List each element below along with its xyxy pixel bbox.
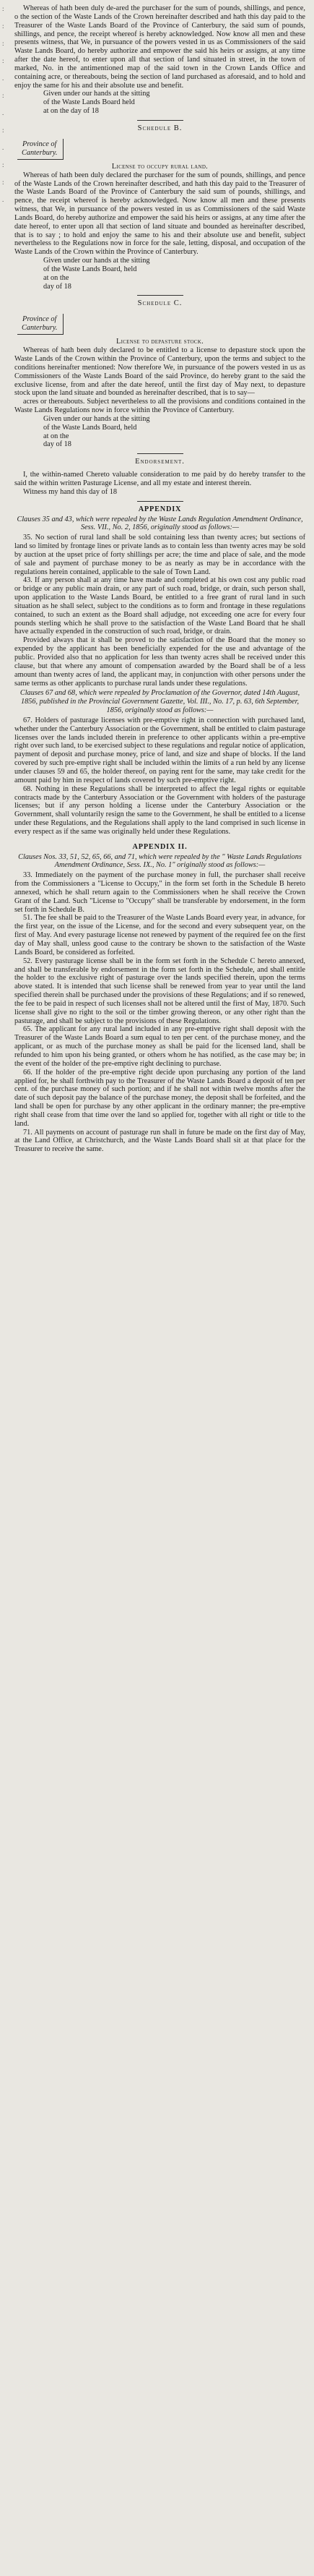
margin-marks: : : : : . : . : . : : .: [2, 5, 4, 203]
appendix-2-heading: APPENDIX II.: [132, 842, 188, 851]
clause-43: 43. If any person shall at any time have made and completed at his own cost any public road or bridge or any public main drain, or any part of such road, bridge, or drain, such person shall, upon application to the Waste Lands Board, be entitled to a free grant of rural land in such situation as he shall select, subject to the conditions as to form and frontage in these regulations contained, to such an extent as the Board shall adjudge, not exceeding one acre for every four pounds sterling which he shall prove to the satisfaction of the Waste Land Board that he shall have actually expended in the construction of such road, bridge, or drain.: [14, 576, 305, 636]
schedule-b-title: License to occupy rural land.: [111, 162, 209, 171]
schedule-c-acres: acres or thereabouts. Subject nevertheless to all the provisions and conditions contained in the Waste Lands Regulations now in force within the Province of Canterbury.: [14, 398, 305, 415]
schedule-a-given: Given under our hands at the sitting: [43, 90, 150, 98]
endorsement-witness: Witness my hand this day of 18: [23, 487, 117, 496]
divider: [137, 501, 183, 502]
clause-43-proviso: Provided always that it shall be proved to the satisfaction of the Board that the money so expended by the applicant has been beneficially expended for the use and advantage of the public. Provided also that no application for less than twenty acres shall be received under this clause, but that where any amount of compensation awarded by the Board shall be of a less amount than twenty acres of land, the applicant may, in conjunction with other persons under the same terms as other applicants to purchase rural lands under these regulations.: [14, 636, 305, 688]
schedule-a-tail: [14, 4, 305, 116]
province-box: [17, 139, 64, 160]
schedule-b-heading: Schedule B.: [137, 124, 183, 132]
province-box: [17, 314, 64, 335]
spacer: [14, 836, 305, 841]
clause-71: 71. All payments on account of pasturage run shall in future be made on the first day of May, at the Land Office, at Christchurch, and the Waste Lands Board shall sit at that place for the Treasurer to receive the same.: [14, 1128, 305, 1154]
clause-35: 35. No section of rural land shall be sold containing less than twenty acres; but sections of land so limited by frontage lines or private lands as to contain less than twenty acres may be sold by auction at the upset price of forty shillings per acre; the time and place of sale, and the mode of sale and payment of purchase money to be as nearly as may be in accordance with the regulations herein contained, applicable to the sale of Town Land.: [14, 534, 305, 576]
schedule-b-board: of the Waste Lands Board, held: [43, 265, 137, 273]
schedule-b: [14, 124, 305, 291]
schedule-b-body: Whereas of hath been duly declared the purchaser for the sum of pounds, shillings, and pence of the Waste Lands of the Crown hereinafter described, and hath this day paid to the Treasurer of the Waste Lands Board of the Province of Canterbury the said sum of pounds, shillings, and pence, the receipt whereof is hereby acknowledged. Now know all men and these presents witness, that We, in pursuance of the powers vested in us as Commissioners of the said Waste Lands Board, do hereby authorize and empower the said his heirs or assigns, at any time after the date hereof, to enter upon all that section of land situate and bounded as hereinafter described, that is to say ; to hold and enjoy the same to his and their absolute use and benefit, subject nevertheless to the Regulations now in force for the sale, letting, disposal, and occupation of the Waste Lands of the Crown within the Province of Canterbury.: [14, 171, 305, 257]
clause-51: 51. The fee shall be paid to the Treasurer of the Waste Lands Board every year, in advance, for the first year, on the issue of the License, and for the second and every subsequent year, on the first of May. And every pasturage license not renewed by payment of the required fee on the first day of May shall, unless good cause to the contrary be shown to the satisfaction of the Waste Lands Board, be considered as forfeited.: [14, 914, 305, 957]
divider: [137, 453, 183, 454]
divider: [137, 120, 183, 121]
clause-66: 66. If the holder of the pre-emptive right decide upon purchasing any portion of the land applied for, he shall forthwith pay to the Treasurer of the Waste Lands Board a deposit of ten per cent. of the purchase money of such portion; and if he shall not within twelve months after the date of such deposit pay the balance of the purchase money, the deposit shall be forfeited, and the land shall be open for purchase by any other applicant in the ordinary manner; the pre-emptive right shall cease from that time over the land so applied for, together with all right or title to the land.: [14, 1068, 305, 1128]
endorsement-heading: Endorsement.: [135, 458, 185, 466]
clause-65: 65. The applicant for any rural land included in any pre-emptive right shall deposit with the Treasurer of the Waste Lands Board a sum equal to ten per cent. of the purchase money, and the applicant, or as much of the purchase money as shall be paid for the licensed land, shall be refunded to him upon his being granted, or others whom he has notified, as the case may be; in the event of the holder of the pre-emptive right declining to purchase.: [14, 1025, 305, 1068]
schedule-c-at: at on the: [43, 432, 69, 440]
appendix-clause-head: Clauses 35 and 43, which were repealed by the Waste Lands Regulation Amendment Ordinance, Sess. VII., No. 2, 1856, originally stood as follows:—: [17, 515, 303, 532]
clause-67: 67. Holders of pasturage licenses with pre-emptive right in connection with purchased land, whether under the Canterbury Association or the Government, shall be entitled to claim pasturage licenses over the lands included therein in preference to other applicants within a pre-emptive right over such land, to be exercised subject to these regulations and regular notice of application, payment of deposit and purchase money, price of land, and size and shape of blocks. If the land covered by such pre-emptive right shall be included within the limits of a run held by any license under clauses 59 and 65, the holder thereof, on paying rent for the same, may take credit for the amount paid by him in respect of lands covered by such pre-emptive right.: [14, 716, 305, 784]
schedule-c: [14, 299, 305, 449]
appendix-2-clause-head: Clauses Nos. 33, 51, 52, 65, 66, and 71, which were repealed by the " Waste Lands Regulations Amendment Ordinance, Sess. IX., No. 1" originally stood as follows:—: [18, 852, 302, 870]
endorsement: [14, 458, 305, 496]
schedule-c-heading: Schedule C.: [137, 299, 183, 308]
province-line-1: Province of: [22, 140, 57, 148]
endorsement-body: I, the within-named Chereto valuable consideration to me paid by do hereby transfer to the said the within written Pasturage License, and all my estate and interest therein.: [14, 471, 305, 487]
appendix: [14, 505, 305, 836]
schedule-b-date: day of 18: [43, 282, 71, 291]
schedule-c-title: License to depasture stock.: [115, 338, 204, 346]
schedule-a-date: at on the day of 18: [43, 107, 99, 116]
schedule-a-board: of the Waste Lands Board held: [43, 98, 135, 107]
province-line-2: Canterbury.: [22, 148, 58, 157]
schedule-c-body: Whereas of hath been duly declared to be entitled to a license to depasture stock upon the Waste Lands of the Crown within the Province of Canterbury, upon the terms and subject to the conditions hereinafter mentioned: Now therefore We, in pursuance of the powers vested in us as Commissioners of the Waste Lands Board of the said Province, do hereby grant to the said the exclusive license, from and after the date hereof, until the first day of May next, to depasture stock upon the land situate and bounded as hereinafter described, that is to say—: [14, 346, 305, 398]
appendix-clause-head-2: Clauses 67 and 68, which were repealed by Proclamation of the Governor, dated 14th August, 1856, published in the Provincial Government Gazette, Vol. III., No. 17, p. 63, 6th September, 1856, originally stood as follows:—: [19, 689, 300, 715]
schedule-c-given: Given under our hands at the sitting: [43, 414, 150, 423]
clause-52: 52. Every pasturage license shall be in the form set forth in the Schedule C hereto annexed, and shall be transferable by endorsement in the form set forth in the Schedule, and shall entitle the holder to the exclusive right of pasturage over the lands specified therein, upon the terms above stated. It is intended that such license shall be renewed from year to year until the land specified therein shall be purchased under the provisions of these Regulations; and if so renewed, the fee to be paid in respect of such licenses shall not be altered until the first of May, 1870. Such license shall give no right to the soil or the timber growing thereon, or any other right than the pasturage, and shall be subject to the provisions of these Regulations.: [14, 957, 305, 1025]
province-line-1: Province of: [22, 315, 57, 324]
clause-33: 33. Immediately on the payment of the purchase money in full, the purchaser shall receive from the Commissioners a "License to Occupy," in the form set forth in the Schedule B hereto annexed, which he shall return again to the Commissioners when he shall receive the Crown Grant of the Land. Such "License to "Occupy" shall be transferable by endorsement, in the form set forth in Schedule B.: [14, 871, 305, 914]
schedule-b-given: Given under our hands at the sitting: [43, 257, 150, 265]
schedule-c-board: of the Waste Lands Board, held: [43, 423, 137, 432]
appendix-heading: APPENDIX: [138, 505, 182, 513]
schedule-c-date: day of 18: [43, 440, 71, 449]
schedule-a-body: Whereas of hath been duly de-ared the purchaser for the sum of pounds, shillings, and pence, o the section of the Waste Lands of the Crown hereinafter described and hath this day paid to the Treasurer of the Waste Lands Board of the Province of Canterbury, the said sum of pounds, shillings, and pence, the receipt whereof is hereby acknowledged. Now know all men and these presents witness, that We, in pursuance of the powers vested in us as Commissioners of the said Waste Lands Board, do hereby authorize and empower the said his heirs or assigns, at any time after the date hereof, to enter upon all that section of land situated in street, in the town of marked, No. in the antimentioned map of the said town in the Crown Lands Office and containing acre, or thereabouts, being the section of land purchased as aforesaid, and to hold and enjoy the same for his and their absolute use and benefit.: [14, 4, 305, 90]
clause-68: 68. Nothing in these Regulations shall be interpreted to affect the legal rights or equitable contracts made by the Canterbury Association or the Government with holders of the pasturage licenses; but if any person holding a license under the Canterbury Association or the Government, shall voluntarily resign the same to the Government, he shall be entitled to a license under these Regulations, and the Regulations shall apply to the land comprised in such license in every respect as if the same was originally held under these Regulations.: [14, 784, 305, 836]
schedule-b-at: at on the: [43, 273, 69, 282]
divider: [137, 295, 183, 296]
province-line-2: Canterbury.: [22, 324, 58, 333]
appendix-2: [14, 843, 305, 1154]
